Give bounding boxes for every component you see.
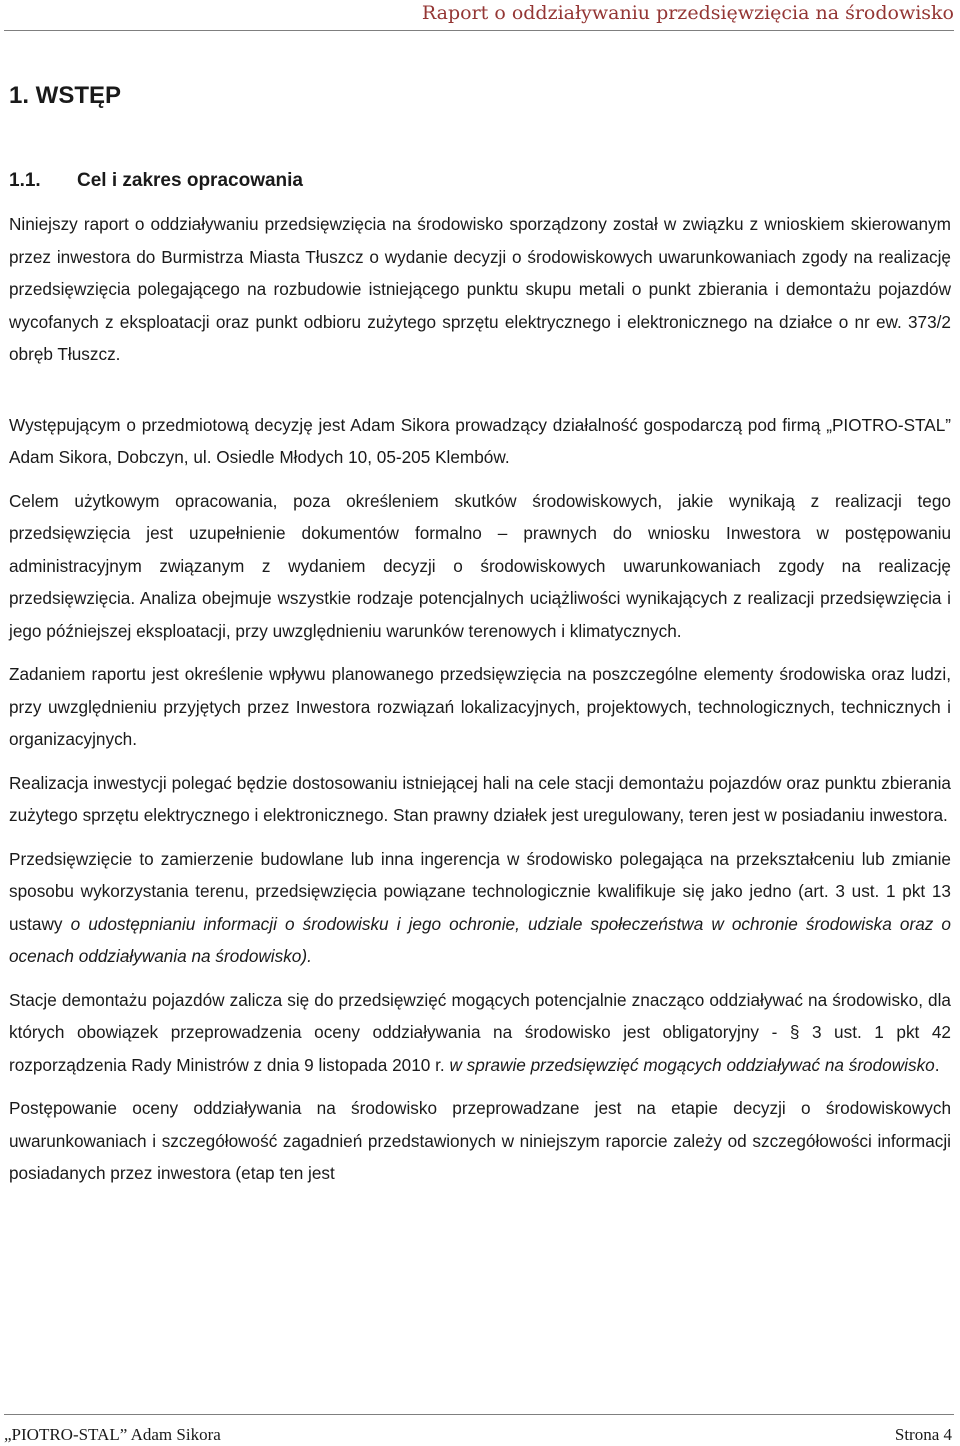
paragraph-classification bbox=[9, 984, 951, 1082]
paragraph-procedure: Postępowanie oceny oddziaływania na środowisko przeprowadzane jest na etapie decyzji o środowiskowych uwarunkowaniach i szczegółowość zagadnień przedstawionych w niniejszym raporcie zależy od szczegółowości informacji posiadanych przez inwestora (etap ten jest bbox=[9, 1098, 951, 1183]
paragraph-definition-text: Przedsięwzięcie to zamierzenie budowlane lub inna ingerencja w środowisko polegająca na przekształceniu lub zmianie sposobu wykorzystania terenu, przedsięwzięcia powiązane technologicznie kwalifikuje się jako jedno (art. 3 ust. 1 pkt 13 ustawy bbox=[9, 848, 951, 934]
footer-page-number: Strona 4 bbox=[894, 1425, 952, 1444]
page-header bbox=[0, 0, 960, 34]
paragraph-classification-text: Stacje demontażu pojazdów zalicza się do przedsięwzięć mogących potencjalnie znacząco oddziaływać na środowisko, dla których obowiązek przeprowadzenia oceny oddziaływania na środowisko jest obligatoryjny - § 3 ust. 1 pkt 42 rozporządzenia Rady Ministrów z dnia 9 listopada 2010 r. bbox=[9, 989, 951, 1075]
paragraph-classification-regulation-title: w sprawie przedsięwzięć mogących oddziaływać na środowisko bbox=[449, 1054, 935, 1075]
subsection-heading bbox=[9, 170, 951, 192]
page-footer bbox=[0, 1414, 960, 1446]
paragraph-classification-end: . bbox=[934, 1054, 940, 1075]
paragraph-task: Zadaniem raportu jest określenie wpływu planowanego przedsięwzięcia na poszczególne elementy środowiska oraz ludzi, przy uwzględnieniu przyjętych przez Inwestora rozwiązań lokalizacyjnych, projektowych, technologicznych, technicznych i organizacyjnych. bbox=[9, 664, 951, 749]
header-divider bbox=[4, 30, 954, 31]
section-heading: 1. WSTĘP bbox=[9, 82, 122, 109]
footer-company: „PIOTRO-STAL” Adam Sikora bbox=[4, 1425, 221, 1444]
paragraph-objective: Celem użytkowym opracowania, poza określeniem skutków środowiskowych, jakie wynikają z realizacji tego przedsięwzięcia jest uzupełnienie dokumentów formalno – prawnych do wniosku Inwestora w postępowaniu administracyjnym związanym z wydaniem decyzji o środowiskowych uwarunkowaniach zgody na realizację przedsięwzięcia. Analiza obejmuje wszystkie rodzaje potencjalnych uciążliwości wynikających z realizacji przedsięwzięcia i jego późniejszej eksploatacji, przy uwzględnieniu warunków terenowych i klimatycznych. bbox=[9, 490, 951, 641]
header-title: Raport o oddziaływaniu przedsięwzięcia na środowisko bbox=[421, 2, 954, 24]
paragraph-definition bbox=[9, 843, 951, 973]
document-body bbox=[9, 66, 951, 1190]
paragraph-realization: Realizacja inwestycji polegać będzie dostosowaniu istniejącej hali na cele stacji demontażu pojazdów oraz punktu zbierania zużytego sprzętu elektrycznego i elektronicznego. Stan prawny działek jest uregulowany, teren jest w posiadaniu inwestora. bbox=[9, 772, 951, 825]
paragraph-applicant: Występującym o przedmiotową decyzję jest Adam Sikora prowadzący działalność gospodarczą pod firmą „PIOTRO-STAL” Adam Sikora, Dobczyn, ul. Osiedle Młodych 10, 05-205 Klembów. bbox=[9, 414, 951, 467]
paragraph-purpose: Niniejszy raport o oddziaływaniu przedsięwzięcia na środowisko sporządzony został w związku z wnioskiem skierowanym przez inwestora do Burmistrza Miasta Tłuszcz o wydanie decyzji o środowiskowych uwarunkowaniach zgody na realizację przedsięwzięcia polegającego na rozbudowie istniejącego punktu skupu metali o punkt zbierania i demontażu pojazdów wycofanych z eksploatacji oraz punkt odbioru zużytego sprzętu elektrycznego i elektronicznego na działce o nr ew. 373/2 obręb Tłuszcz. bbox=[9, 214, 951, 364]
paragraph-definition-act-title: o udostępnianiu informacji o środowisku i jego ochronie, udziale społeczeństwa w ochronie środowiska oraz o ocenach oddziaływania na środowisko). bbox=[9, 913, 951, 966]
footer-divider bbox=[4, 1414, 954, 1415]
subsection-number: 1.1. bbox=[9, 170, 41, 191]
subsection-title: Cel i zakres opracowania bbox=[77, 170, 303, 191]
